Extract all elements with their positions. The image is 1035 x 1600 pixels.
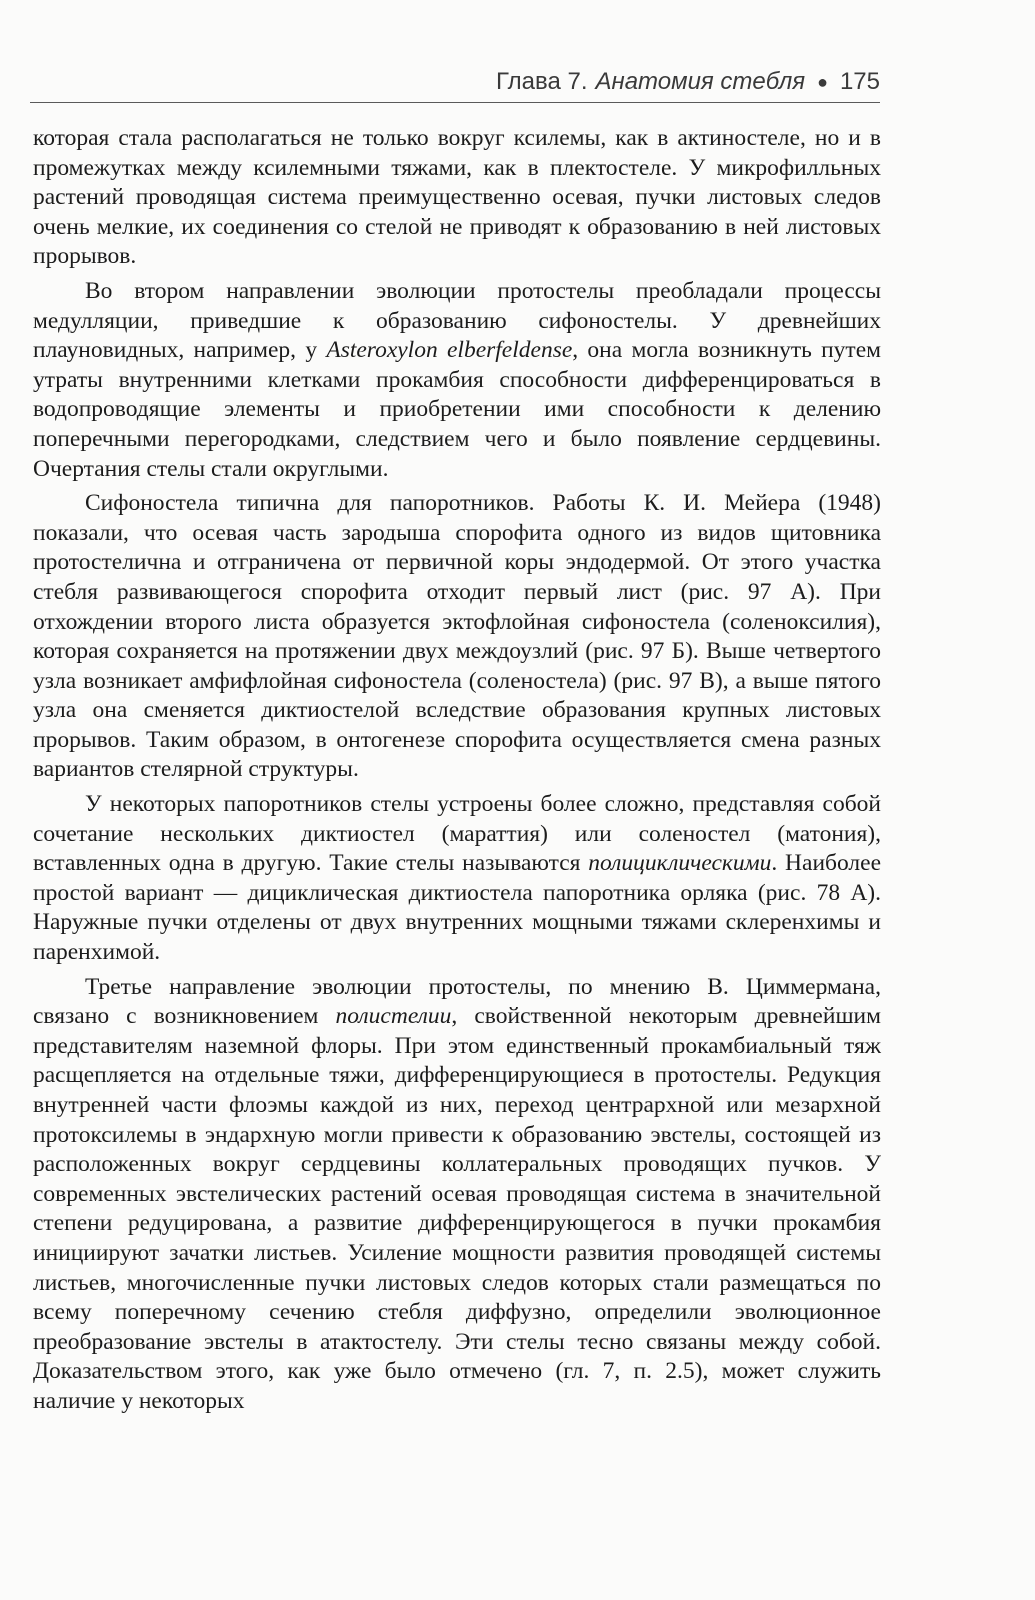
paragraph <box>33 124 881 272</box>
page-number: 175 <box>839 68 880 95</box>
paragraph <box>33 973 881 1417</box>
bullet-separator: ● <box>817 72 828 92</box>
text-segment: , свойственной некоторым древнейшим представителям наземной флоры. При этом единственный прокамбиальный тяж расщепляется на отдельные тяжи, дифференцирующиеся в протостелы. Редукция внутренней части флоэмы каждой из них, переход центрархной или мезархной протоксилемы в эндархную могли привести к образованию эвстелы, состоящей из расположенных вокруг сердцевины коллатеральных проводящих пучков. У современных эвстелических растений осевая проводящая система в значительной степени редуцирована, а развитие дифференцирующегося в пучки прокамбия инициируют зачатки листьев. Усиление мощности развития проводящей системы листьев, многочисленные пучки листовых следов которых стали размещаться по всему поперечному сечению стебля диффузно, определили эволюционное преобразование эвстелы в атактостелу. Эти стелы тесно связаны между собой. Доказательством этого, как уже было отмечено (гл. 7, п. 2.5), может служить наличие у некоторых <box>33 1003 881 1414</box>
paragraph <box>33 277 881 484</box>
text-segment: которая стала располагаться не только вокруг ксилемы, как в актиностеле, но и в промежутках между ксилемными тяжами, как в плектостеле. У микрофилльных растений проводящая система преимущественно осевая, пучки листовых следов очень мелкие, их соединения со стелой не приводят к образованию в ней листовых прорывов. <box>33 125 881 270</box>
text-segment: , она могла возникнуть путем утраты внутренними клетками прокамбия способности дифференцироваться в водопроводящие элементы и приобретении ими способности к делению поперечными перегородками, следствием чего и было появление сердцевины. Очертания стелы стали округлыми. <box>33 337 881 482</box>
paragraph <box>33 790 881 968</box>
chapter-title: Анатомия стебля <box>595 68 806 95</box>
page-body-text <box>33 124 881 1422</box>
species-name: Asteroxylon elberfeldense <box>326 337 573 364</box>
text-segment: . Наиболее простой вариант — дициклическая диктиостела папоротника орляка (рис. 78 А). Наружные пучки отделены от двух внутренних мощными тяжами склеренхимы и паренхимой. <box>33 850 882 966</box>
text-segment: Сифоностела типична для папоротников. Работы К. И. Мейера (1948) показали, что осевая часть зародыша спорофита одного из видов щитовника протостелична и отграничена от первичной коры эндодермой. От этого участка стебля развивающегося спорофита отходит первый лист (рис. 97 А). При отхождении второго листа образуется эктофлойная сифоностела (соленоксилия), которая сохраняется на протяжении двух междоузлий (рис. 97 Б). Выше четвертого узла возникает амфифлойная сифоностела (соленостела) (рис. 97 В), а выше пятого узла она сменяется диктиостелой вследствие образования крупных листовых прорывов. Таким образом, в онтогенезе спорофита осуществляется смена разных вариантов стелярной структуры. <box>33 490 881 783</box>
italic-term: полициклическими <box>588 850 772 877</box>
text-segment: Третье направление эволюции протостелы, по мнению В. Циммермана, связано с возникновением <box>33 973 881 1030</box>
text-segment: У некоторых папоротников стелы устроены более сложно, представляя собой сочетание нескольких диктиостел (мараттия) или соленостел (матония), вставленных одна в другую. Такие стелы называются <box>33 791 881 877</box>
paragraph <box>33 489 881 785</box>
text-segment: Во втором направлении эволюции протостелы преобладали процессы медулляции, приведшие к образованию сифоностелы. У древнейших плауновидных, например, у <box>33 277 881 364</box>
chapter-label: Глава 7. <box>495 68 588 95</box>
running-header <box>30 62 880 103</box>
italic-term: полистелии <box>335 1003 452 1030</box>
